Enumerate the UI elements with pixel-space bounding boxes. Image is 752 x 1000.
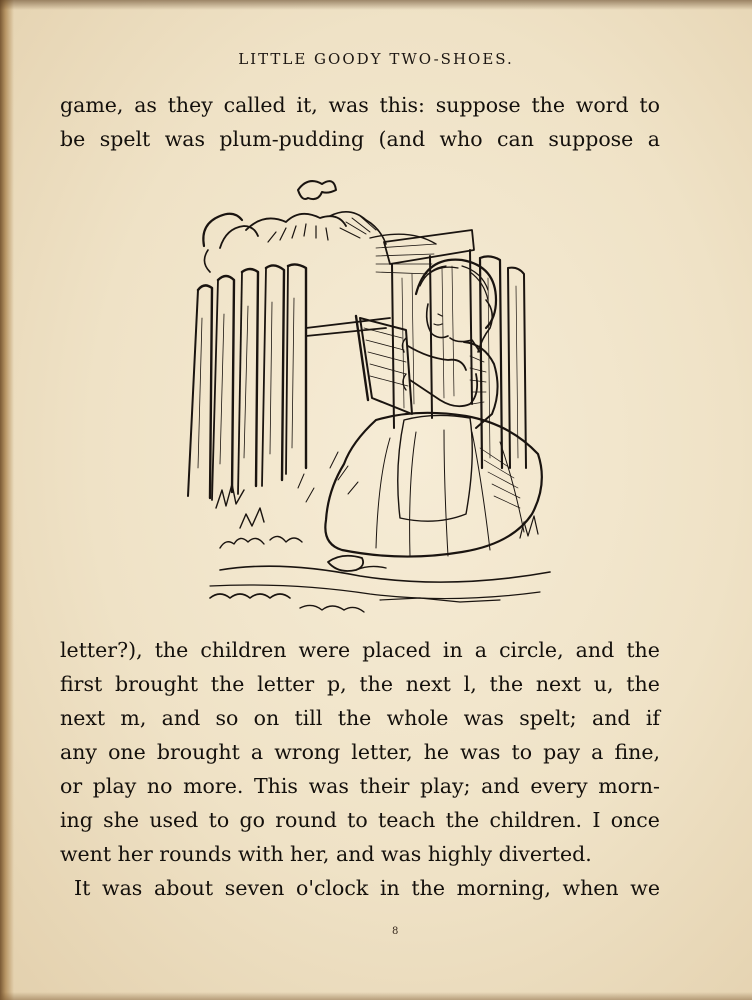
word: a [250, 740, 264, 764]
word: a [474, 638, 487, 662]
word: when [562, 876, 619, 900]
word: were [298, 638, 351, 662]
text-line [60, 769, 660, 803]
word: was [463, 706, 504, 730]
word: suppose [435, 93, 521, 117]
word: round [275, 808, 337, 832]
word: in [379, 876, 400, 900]
word: letter?), [60, 638, 143, 662]
word: word [575, 93, 629, 117]
word: I [592, 808, 601, 832]
word: about [153, 876, 214, 900]
word: he [423, 740, 450, 764]
word: or [60, 774, 83, 798]
word: and [591, 706, 631, 730]
word: letter [257, 672, 315, 696]
word: every [530, 774, 588, 798]
word: and [161, 706, 201, 730]
word: l, [463, 672, 477, 696]
word: pay [543, 740, 581, 764]
word: (and [378, 127, 426, 151]
top-edge-shadow [0, 0, 752, 10]
word: the [359, 672, 393, 696]
word: on [253, 706, 280, 730]
word: the [489, 672, 524, 696]
word: the [411, 876, 445, 900]
text-line [60, 871, 660, 905]
bottom-edge-shadow [0, 992, 752, 1000]
girl-reading-illustration [180, 168, 552, 616]
word: It [74, 876, 91, 900]
word: game, [60, 93, 124, 117]
word: next [405, 672, 451, 696]
word: in [442, 638, 463, 662]
word: circle, [499, 638, 564, 662]
text-line [60, 633, 660, 667]
word: the [531, 93, 566, 117]
text-line: went her rounds with her, and was highly diverted. [60, 842, 592, 866]
word: morning, [456, 876, 551, 900]
word: if [645, 706, 660, 730]
word: p, [327, 672, 347, 696]
word: whole [386, 706, 449, 730]
word: the [626, 638, 660, 662]
word: we [630, 876, 660, 900]
word: the [445, 808, 480, 832]
text-line [60, 122, 660, 156]
word: spelt; [519, 706, 577, 730]
word: to [347, 808, 368, 832]
word: first [60, 672, 103, 696]
word: used [149, 808, 199, 832]
word: no [146, 774, 173, 798]
word: any [60, 740, 98, 764]
word: play [92, 774, 137, 798]
word: it, [296, 93, 318, 117]
word: m, [120, 706, 147, 730]
text-line [60, 735, 660, 769]
word: the [626, 672, 660, 696]
word: wrong [274, 740, 341, 764]
word: till [294, 706, 323, 730]
text-line [60, 701, 660, 735]
word: to [208, 808, 230, 832]
word: morn- [598, 774, 660, 798]
word: children [200, 638, 287, 662]
word: can [497, 127, 534, 151]
text-line [60, 667, 660, 701]
word: the [154, 638, 189, 662]
word: go [239, 808, 265, 832]
word: teach [378, 808, 436, 832]
word: This [253, 774, 298, 798]
word: the [210, 672, 245, 696]
word: to [511, 740, 533, 764]
paragraph-top [60, 88, 660, 156]
word: next [60, 706, 106, 730]
word: a [591, 740, 604, 764]
word: was [164, 127, 205, 151]
word: called [223, 93, 286, 117]
word: to [639, 93, 660, 117]
word: a [647, 127, 660, 151]
word: was [328, 93, 369, 117]
word: fine, [614, 740, 660, 764]
word: ing [60, 808, 93, 832]
word: seven [224, 876, 285, 900]
word: and [481, 774, 520, 798]
word: they [167, 93, 213, 117]
word: letter, [351, 740, 413, 764]
word: spelt [99, 127, 151, 151]
word: o'clock [296, 876, 369, 900]
word: and [575, 638, 615, 662]
text-line [60, 88, 660, 122]
word: she [103, 808, 140, 832]
word: next [535, 672, 581, 696]
running-head: LITTLE GOODY TWO-SHOES. [238, 50, 514, 68]
spine-shadow [0, 0, 14, 1000]
word: was [460, 740, 501, 764]
word: was [102, 876, 143, 900]
word: placed [362, 638, 431, 662]
paragraph-bottom [60, 633, 660, 905]
word: who [439, 127, 483, 151]
word: be [60, 127, 86, 151]
word: suppose [548, 127, 634, 151]
word: brought [115, 672, 199, 696]
word: plum-pudding [219, 127, 365, 151]
word: as [134, 93, 157, 117]
signature-mark: 8 [392, 926, 399, 937]
text-line [60, 803, 660, 837]
word: children. [489, 808, 583, 832]
word: once [610, 808, 660, 832]
word: was [308, 774, 349, 798]
word: their [359, 774, 410, 798]
word: so [215, 706, 239, 730]
word: this: [379, 93, 425, 117]
word: more. [183, 774, 244, 798]
word: play; [420, 774, 471, 798]
word: one [108, 740, 146, 764]
word: u, [593, 672, 614, 696]
word: brought [156, 740, 240, 764]
word: the [337, 706, 372, 730]
